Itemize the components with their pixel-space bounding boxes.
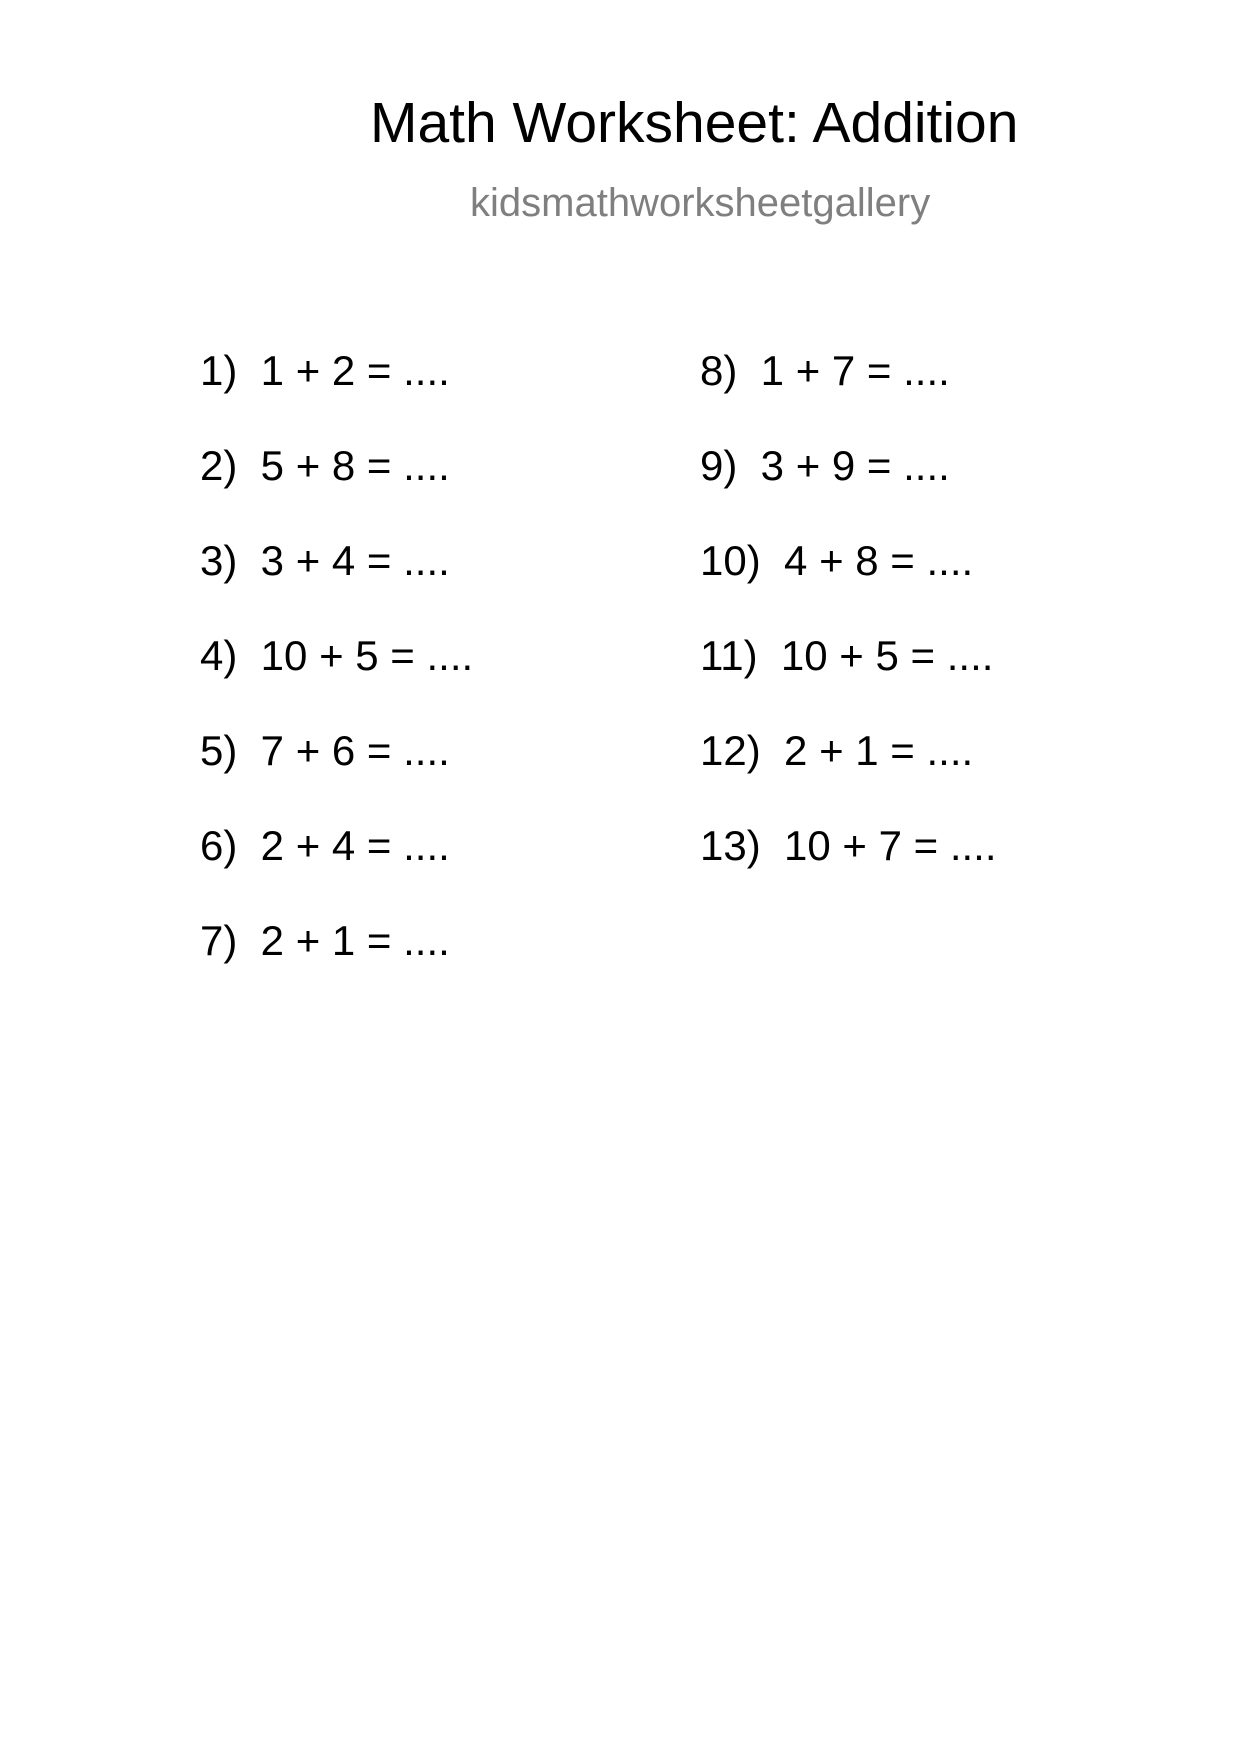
problem-5: 5) 7 + 6 = ....: [200, 727, 450, 774]
problem-6: 6) 2 + 4 = ....: [200, 822, 450, 869]
problem-12: 12) 2 + 1 = ....: [700, 727, 974, 774]
problem-8: 8) 1 + 7 = ....: [700, 347, 950, 394]
worksheet-title: Math Worksheet: Addition: [370, 91, 1019, 155]
worksheet-subtitle: kidsmathworksheetgallery: [470, 181, 931, 225]
problem-4: 4) 10 + 5 = ....: [200, 632, 474, 679]
problem-13: 13) 10 + 7 = ....: [700, 822, 997, 869]
problem-9: 9) 3 + 9 = ....: [700, 442, 950, 489]
problem-11: 11) 10 + 5 = ....: [700, 632, 994, 679]
problems-left-column: [200, 347, 474, 1015]
problems-right-column: [700, 347, 997, 920]
problem-7: 7) 2 + 1 = ....: [200, 917, 450, 964]
problem-3: 3) 3 + 4 = ....: [200, 537, 450, 584]
problem-10: 10) 4 + 8 = ....: [700, 537, 974, 584]
problem-2: 2) 5 + 8 = ....: [200, 442, 450, 489]
problem-1: 1) 1 + 2 = ....: [200, 347, 450, 394]
